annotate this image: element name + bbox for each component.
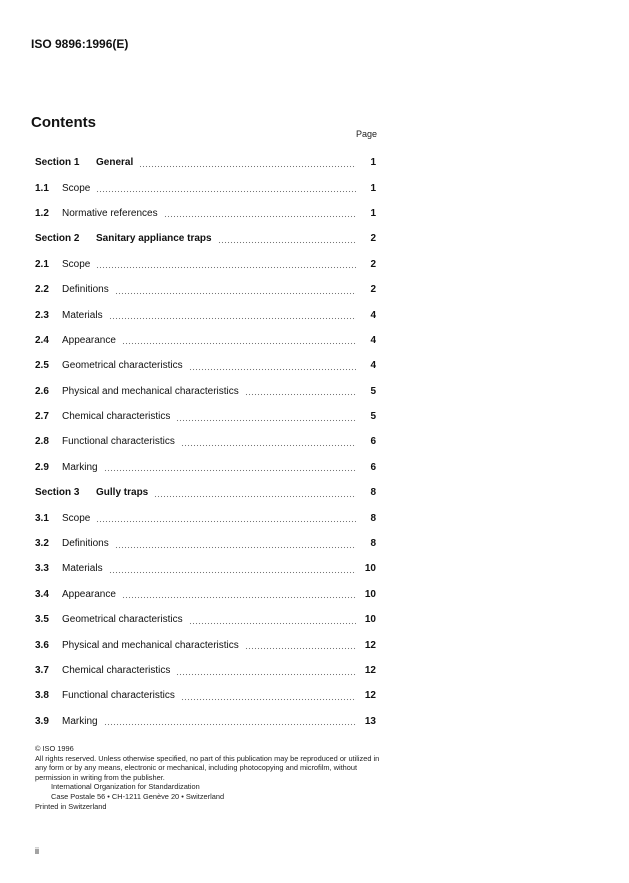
toc-entry-label: Sanitary appliance traps: [96, 233, 212, 245]
toc-entry-label: Normative references: [62, 207, 158, 219]
toc-entry-label: Scope: [62, 182, 91, 194]
toc-entry-label: Marking: [62, 461, 98, 473]
dot-leader: [96, 183, 356, 193]
toc-entry-page: 2: [370, 233, 376, 245]
toc-entry: [35, 607, 376, 632]
toc-entry-page: 8: [370, 487, 376, 499]
toc-entry-number: 1.1: [35, 182, 49, 194]
toc-entry-page: 1: [370, 157, 376, 169]
toc-entry-page: 8: [370, 538, 376, 550]
toc-entry-label: Physical and mechanical characteristics: [62, 639, 239, 651]
rights-statement: All rights reserved. Unless otherwise specified, no part of this publication may be reproduced or utilized in any form or by any means, electronic or mechanical, including photocopying and microfilm, without permission in writing from the publisher.: [35, 753, 380, 782]
dot-leader: [109, 564, 356, 574]
toc-entry-number: 2.1: [35, 258, 49, 270]
dot-leader: [104, 462, 356, 472]
toc-entry-label: Definitions: [62, 284, 109, 296]
table-of-contents: [35, 150, 376, 734]
toc-entry-number: Section 2: [35, 233, 80, 245]
dot-leader: [115, 285, 356, 295]
dot-leader: [245, 640, 356, 650]
toc-entry-label: Scope: [62, 512, 91, 524]
toc-entry-number: 2.2: [35, 284, 49, 296]
toc-entry-number: 2.6: [35, 385, 49, 397]
toc-entry-number: 2.4: [35, 334, 49, 346]
toc-entry-number: 3.9: [35, 715, 49, 727]
toc-entry-page: 6: [370, 461, 376, 473]
toc-entry-number: 2.5: [35, 360, 49, 372]
toc-entry-label: Geometrical characteristics: [62, 614, 183, 626]
page-title: Contents: [31, 114, 96, 131]
toc-entry-number: 2.3: [35, 309, 49, 321]
toc-entry-number: 3.5: [35, 614, 49, 626]
toc-entry-page: 6: [370, 436, 376, 448]
toc-entry: [35, 632, 376, 657]
organization-name: International Organization for Standardization: [51, 782, 200, 792]
toc-entry-label: Appearance: [62, 334, 116, 346]
toc-section-entry: [35, 150, 376, 175]
toc-entry-number: 2.9: [35, 461, 49, 473]
printed-in: Printed in Switzerland: [35, 801, 107, 811]
toc-entry-number: 3.2: [35, 538, 49, 550]
toc-entry-page: 1: [370, 182, 376, 194]
dot-leader: [245, 386, 356, 396]
toc-entry-page: 1: [370, 207, 376, 219]
toc-entry-label: Scope: [62, 258, 91, 270]
toc-entry-label: Chemical characteristics: [62, 665, 171, 676]
toc-entry: [35, 277, 376, 302]
toc-entry-label: Appearance: [62, 588, 116, 600]
toc-entry-page: 10: [364, 563, 376, 575]
toc-entry-page: 12: [364, 665, 376, 676]
toc-entry-page: 10: [364, 588, 376, 600]
dot-leader: [176, 412, 356, 422]
copyright-line: © ISO 1996: [35, 744, 74, 753]
toc-entry-label: Functional characteristics: [62, 690, 175, 702]
toc-entry: [35, 505, 376, 530]
toc-entry-label: Materials: [62, 563, 103, 575]
page-column-label: Page: [356, 129, 378, 139]
toc-entry: [35, 455, 376, 480]
toc-entry-page: 4: [370, 360, 376, 372]
document-id: ISO 9896:1996(E): [31, 37, 129, 51]
toc-entry-page: 5: [370, 411, 376, 423]
toc-entry: [35, 252, 376, 277]
toc-entry-page: 8: [370, 512, 376, 524]
dot-leader: [176, 666, 356, 676]
toc-entry-number: 3.8: [35, 690, 49, 702]
toc-entry-number: 3.1: [35, 512, 49, 524]
toc-entry-number: Section 3: [35, 487, 80, 499]
toc-entry-number: 3.4: [35, 588, 49, 600]
dot-leader: [96, 513, 356, 523]
toc-entry-page: 4: [370, 334, 376, 346]
page-number: ii: [35, 846, 39, 856]
toc-entry-number: 2.7: [35, 411, 49, 423]
toc-entry-number: 3.3: [35, 563, 49, 575]
toc-entry: [35, 582, 376, 607]
toc-entry-number: 3.6: [35, 639, 49, 651]
toc-entry-number: Section 1: [35, 157, 80, 169]
dot-leader: [189, 361, 356, 371]
toc-entry-label: General: [96, 157, 134, 169]
toc-entry-label: Gully traps: [96, 487, 149, 499]
dot-leader: [115, 539, 356, 549]
toc-entry: [35, 683, 376, 708]
organization-address: Case Postale 56 • CH-1211 Genève 20 • Switzerland: [51, 791, 225, 801]
toc-entry: [35, 201, 376, 226]
toc-entry-label: Functional characteristics: [62, 436, 175, 448]
toc-entry-label: Materials: [62, 309, 103, 321]
toc-entry: [35, 429, 376, 454]
toc-entry-label: Marking: [62, 715, 98, 727]
toc-entry: [35, 556, 376, 581]
toc-entry-label: Definitions: [62, 538, 109, 550]
toc-entry: [35, 302, 376, 327]
toc-entry-label: Geometrical characteristics: [62, 360, 183, 372]
dot-leader: [104, 716, 356, 726]
dot-leader: [181, 691, 356, 701]
dot-leader: [139, 158, 356, 168]
toc-entry-label: Chemical characteristics: [62, 411, 171, 423]
toc-entry-number: 2.8: [35, 436, 49, 448]
dot-leader: [109, 310, 356, 320]
toc-entry-page: 12: [364, 639, 376, 651]
toc-section-entry: [35, 226, 376, 251]
dot-leader: [122, 589, 356, 599]
dot-leader: [218, 234, 356, 244]
dot-leader: [154, 488, 356, 498]
dot-leader: [164, 208, 356, 218]
toc-entry-page: 2: [370, 284, 376, 296]
toc-entry: [35, 531, 376, 556]
toc-entry: [35, 175, 376, 200]
toc-entry-page: 10: [364, 614, 376, 626]
toc-entry-label: Physical and mechanical characteristics: [62, 385, 239, 397]
toc-entry-page: 4: [370, 309, 376, 321]
toc-entry: [35, 328, 376, 353]
toc-entry-page: 12: [364, 690, 376, 702]
toc-entry: [35, 658, 376, 683]
toc-entry: [35, 709, 376, 734]
copyright-notice: [35, 744, 385, 811]
dot-leader: [96, 259, 356, 269]
toc-section-entry: [35, 480, 376, 505]
toc-entry-page: 13: [364, 715, 376, 727]
toc-entry-page: 2: [370, 258, 376, 270]
dot-leader: [189, 615, 356, 625]
toc-entry: [35, 404, 376, 429]
dot-leader: [181, 437, 356, 447]
toc-entry: [35, 379, 376, 404]
toc-entry-page: 5: [370, 385, 376, 397]
toc-entry-number: 1.2: [35, 207, 49, 219]
toc-entry-number: 3.7: [35, 665, 49, 676]
dot-leader: [122, 335, 356, 345]
toc-entry: [35, 353, 376, 378]
